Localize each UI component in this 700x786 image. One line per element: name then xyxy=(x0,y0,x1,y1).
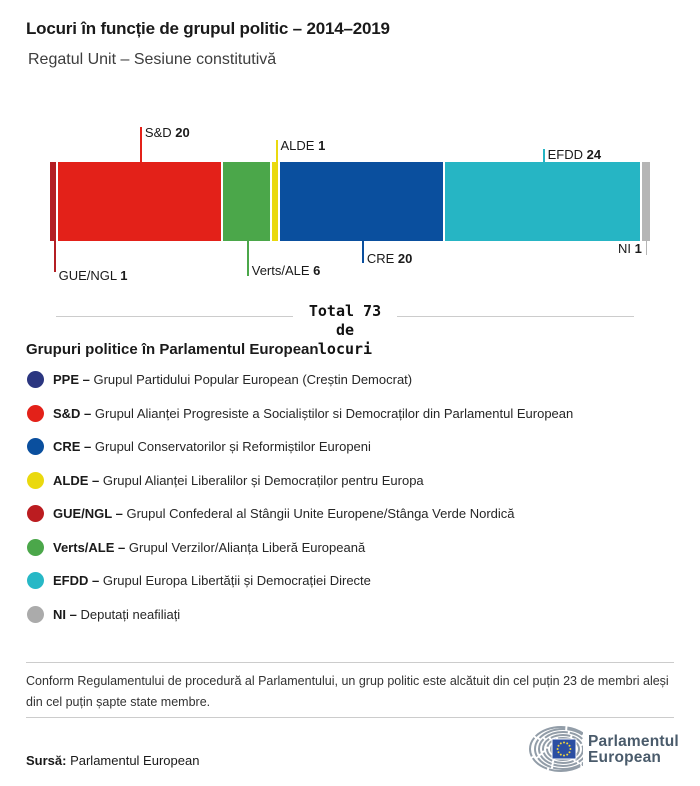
bar-segment xyxy=(58,162,220,241)
bar-segment xyxy=(272,162,278,241)
callout-label: NI 1 xyxy=(618,241,642,256)
bar-segment xyxy=(280,162,442,241)
footer-divider-bottom xyxy=(26,717,674,718)
legend-dot-icon xyxy=(27,606,44,623)
callout-line xyxy=(140,127,142,162)
bar-segment xyxy=(642,162,650,241)
legend-dot-icon xyxy=(27,405,44,422)
legend-dot-icon xyxy=(27,505,44,522)
page-title: Locuri în funcție de grupul politic – 2014–2019 xyxy=(26,19,390,38)
legend-dot-icon xyxy=(27,371,44,388)
legend-label: ALDE – Grupul Alianței Liberalilor și Democraților pentru Europa xyxy=(53,472,424,488)
callout-line xyxy=(646,241,648,255)
legend-item xyxy=(26,371,686,388)
legend-label: CRE – Grupul Conservatorilor și Reformiștilor Europeni xyxy=(53,439,371,454)
seat-chart xyxy=(0,100,700,295)
legend-item xyxy=(26,472,686,489)
hemicycle-flag-icon xyxy=(515,724,583,772)
callout-line xyxy=(362,241,364,263)
total-seats-label: Total 73 de locuri xyxy=(308,302,382,358)
logo-wordmark xyxy=(588,734,679,766)
legend-dot-icon xyxy=(27,438,44,455)
callout-label: Verts/ALE 6 xyxy=(251,263,321,278)
source-line xyxy=(26,753,199,768)
logo-line1: Parlamentul xyxy=(588,733,679,750)
bar-segment xyxy=(223,162,270,241)
legend-item xyxy=(26,539,686,556)
legend-label: NI – Deputați neafiliați xyxy=(53,606,181,622)
european-parliament-logo xyxy=(515,722,687,772)
callout-label: ALDE 1 xyxy=(280,138,326,153)
callout-label: EFDD 24 xyxy=(547,147,602,162)
callout-label: GUE/NGL 1 xyxy=(58,268,128,283)
footnote: Conform Regulamentului de procedură al Parlamentului, un grup politic este alcătuit din cel puțin 23 de membri aleși din cel puțin șapte state membre. xyxy=(26,674,669,709)
legend-label: GUE/NGL – Grupul Confederal al Stângii Unite Europene/Stânga Verde Nordică xyxy=(53,506,515,521)
callout-line xyxy=(54,241,56,272)
callout-line xyxy=(543,149,545,162)
legend-label: S&D – Grupul Alianței Progresiste a Socialiștilor si Democraților din Parlamentul European xyxy=(53,405,574,421)
legend-item xyxy=(26,438,686,455)
legend-item xyxy=(26,606,686,623)
legend-item xyxy=(26,405,686,422)
callout-line xyxy=(276,140,278,162)
bar-segment xyxy=(50,162,56,241)
callout-line xyxy=(247,241,249,276)
source-value: Parlamentul European xyxy=(66,753,200,768)
source-label: Sursă: xyxy=(26,753,67,768)
divider-line-left xyxy=(56,316,293,317)
legend-dot-icon xyxy=(27,572,44,589)
legend-item xyxy=(26,505,686,522)
legend-item xyxy=(26,572,686,589)
legend-label: EFDD – Grupul Europa Libertății și Democrației Directe xyxy=(53,573,371,588)
page-subtitle: Regatul Unit – Sesiune constitutivă xyxy=(28,51,277,68)
divider-line-right xyxy=(397,316,634,317)
bar-segment xyxy=(445,162,640,241)
legend-dot-icon xyxy=(27,472,44,489)
legend-dot-icon xyxy=(27,539,44,556)
legend-list xyxy=(26,371,686,639)
logo-line2: European xyxy=(588,749,662,766)
legend-label: Verts/ALE – Grupul Verzilor/Alianța Liberă Europeană xyxy=(53,539,366,555)
legend-label: PPE – Grupul Partidului Popular European (Creștin Democrat) xyxy=(53,372,413,387)
footer-divider-top xyxy=(26,662,674,663)
callout-label: S&D 20 xyxy=(144,125,190,140)
callout-label: CRE 20 xyxy=(366,251,413,266)
legend-heading: Grupuri politice în Parlamentul European xyxy=(26,341,319,358)
